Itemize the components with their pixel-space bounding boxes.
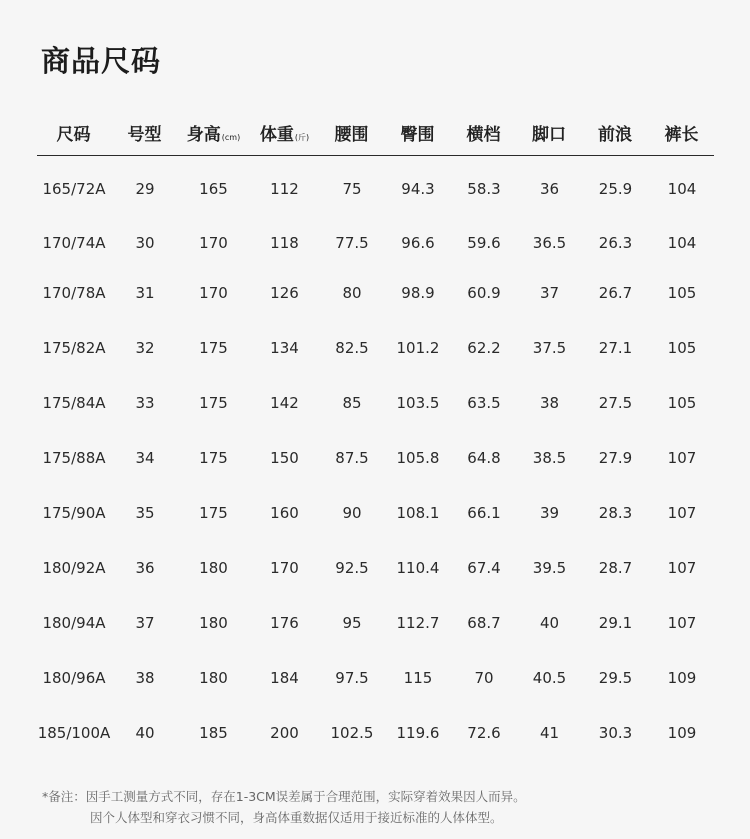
table-cell: 68.7 — [467, 613, 501, 632]
table-cell: 104 — [667, 234, 697, 252]
table-cell: 126 — [270, 283, 299, 302]
table-cell: 119.6 — [396, 723, 440, 742]
header-front-rise — [584, 120, 647, 145]
table-cell: 40.5 — [532, 668, 567, 687]
header-height — [179, 120, 248, 145]
header-label: 前浪 — [598, 125, 632, 145]
table-cell: 134 — [270, 338, 299, 357]
table-row — [37, 595, 714, 650]
header-label: 腰围 — [334, 125, 369, 145]
table-cell: 109 — [667, 723, 697, 742]
table-row — [37, 540, 714, 595]
table-cell: 67.4 — [467, 558, 501, 577]
table-cell: 107 — [667, 448, 697, 467]
table-cell: 175/82A — [42, 338, 106, 357]
table-cell: 26.7 — [598, 283, 633, 302]
header-spec — [111, 120, 179, 145]
footnote-line-1: *备注：因手工测量方式不同，存在1-3CM误差属于合理范围，实际穿着效果因人而异。 — [42, 789, 526, 804]
table-cell: 180 — [199, 558, 228, 577]
page-title: 商品尺码 — [41, 44, 162, 78]
table-cell: 105.8 — [396, 448, 440, 467]
table-cell: 176 — [270, 613, 299, 632]
table-cell: 59.6 — [467, 234, 501, 252]
header-waist — [321, 120, 383, 145]
table-cell: 108.1 — [396, 503, 440, 522]
table-cell: 180/92A — [42, 558, 106, 577]
table-row — [37, 375, 714, 430]
table-cell: 40 — [539, 613, 560, 632]
table-cell: 39 — [539, 503, 560, 522]
table-cell: 26.3 — [598, 234, 633, 252]
table-cell: 175/90A — [42, 503, 106, 522]
table-cell: 180 — [199, 613, 228, 632]
table-cell: 63.5 — [467, 393, 501, 412]
table-cell: 118 — [270, 234, 299, 252]
table-cell: 80 — [342, 283, 362, 302]
table-cell: 112.7 — [396, 613, 440, 632]
table-cell: 28.3 — [598, 503, 633, 522]
table-cell: 102.5 — [330, 723, 374, 742]
table-cell: 103.5 — [396, 393, 440, 412]
table-cell: 175/88A — [42, 448, 106, 467]
table-cell: 101.2 — [396, 338, 440, 357]
table-cell: 35 — [135, 503, 155, 522]
table-cell: 82.5 — [335, 338, 369, 357]
header-unit: (斤) — [294, 133, 310, 142]
table-cell: 30.3 — [598, 723, 633, 742]
header-label: 尺码 — [56, 125, 91, 145]
size-table — [37, 110, 714, 760]
table-cell: 92.5 — [335, 558, 369, 577]
table-cell: 112 — [270, 179, 299, 198]
table-cell: 36.5 — [532, 234, 567, 252]
header-hip — [383, 120, 453, 145]
table-row — [37, 485, 714, 540]
table-cell: 37 — [135, 613, 155, 632]
table-cell: 31 — [135, 283, 155, 302]
table-cell: 38 — [539, 393, 560, 412]
table-cell: 36 — [135, 558, 155, 577]
header-label: 横档 — [466, 125, 501, 145]
table-cell: 29.5 — [598, 668, 633, 687]
table-cell: 107 — [667, 503, 697, 522]
table-cell: 170 — [270, 558, 299, 577]
table-cell: 98.9 — [401, 283, 435, 302]
table-body — [37, 156, 714, 760]
table-header — [37, 110, 714, 156]
table-cell: 107 — [667, 613, 697, 632]
table-cell: 107 — [667, 558, 697, 577]
table-cell: 72.6 — [467, 723, 501, 742]
table-row — [37, 320, 714, 375]
table-row — [37, 430, 714, 485]
table-cell: 38.5 — [532, 448, 567, 467]
header-label: 臀围 — [400, 125, 435, 145]
header-label: 脚口 — [532, 125, 566, 145]
table-cell: 105 — [667, 338, 697, 357]
header-label: 号型 — [127, 125, 162, 145]
table-cell: 180/96A — [42, 668, 106, 687]
header-unit: (cm) — [221, 133, 241, 142]
table-cell: 58.3 — [467, 179, 501, 198]
table-cell: 29 — [135, 179, 155, 198]
table-cell: 105 — [667, 283, 697, 302]
table-cell: 150 — [270, 448, 299, 467]
table-cell: 175 — [199, 448, 228, 467]
table-cell: 66.1 — [467, 503, 501, 522]
header-leg-opening — [515, 120, 584, 145]
table-cell: 165 — [199, 179, 228, 198]
table-cell: 38 — [135, 668, 155, 687]
table-cell: 27.9 — [598, 448, 633, 467]
table-cell: 180 — [199, 668, 228, 687]
table-cell: 64.8 — [467, 448, 501, 467]
table-cell: 77.5 — [335, 234, 369, 252]
table-cell: 32 — [135, 338, 155, 357]
table-cell: 170 — [199, 234, 228, 252]
table-cell: 40 — [135, 723, 155, 742]
table-cell: 37.5 — [532, 338, 567, 357]
table-row — [37, 705, 714, 760]
header-label: 体重 — [259, 125, 294, 145]
table-cell: 185/100A — [37, 723, 111, 742]
table-cell: 39.5 — [532, 558, 567, 577]
table-cell: 175 — [199, 338, 228, 357]
table-cell: 27.1 — [598, 338, 633, 357]
table-cell: 175 — [199, 393, 228, 412]
header-weight — [248, 120, 321, 145]
header-size — [37, 120, 111, 145]
table-cell: 184 — [270, 668, 299, 687]
table-cell: 33 — [135, 393, 155, 412]
footnote — [42, 786, 526, 828]
table-cell: 104 — [667, 179, 697, 198]
table-cell: 170 — [199, 283, 228, 302]
table-cell: 175 — [199, 503, 228, 522]
table-cell: 109 — [667, 668, 697, 687]
table-cell: 165/72A — [42, 179, 106, 198]
table-cell: 37 — [539, 283, 560, 302]
table-cell: 175/84A — [42, 393, 106, 412]
table-cell: 160 — [270, 503, 299, 522]
table-cell: 70 — [474, 668, 494, 687]
header-pants-length — [647, 120, 717, 145]
table-row — [37, 221, 714, 265]
table-row — [37, 650, 714, 705]
table-cell: 95 — [342, 613, 362, 632]
table-row — [37, 156, 714, 221]
table-cell: 180/94A — [42, 613, 106, 632]
table-cell: 36 — [539, 179, 560, 198]
table-cell: 28.7 — [598, 558, 633, 577]
table-row — [37, 265, 714, 320]
table-cell: 29.1 — [598, 613, 633, 632]
table-cell: 25.9 — [598, 179, 633, 198]
table-cell: 87.5 — [335, 448, 369, 467]
table-cell: 170/78A — [42, 283, 106, 302]
table-cell: 96.6 — [401, 234, 435, 252]
table-cell: 170/74A — [42, 234, 106, 252]
table-cell: 105 — [667, 393, 697, 412]
table-cell: 90 — [342, 503, 362, 522]
table-cell: 94.3 — [401, 179, 435, 198]
table-cell: 62.2 — [467, 338, 501, 357]
table-cell: 97.5 — [335, 668, 369, 687]
footnote-line-2: 因个人体型和穿衣习惯不同，身高体重数据仅适用于接近标准的人体体型。 — [90, 810, 503, 825]
table-cell: 27.5 — [598, 393, 633, 412]
table-cell: 85 — [342, 393, 362, 412]
header-thigh — [453, 120, 515, 145]
table-cell: 142 — [270, 393, 299, 412]
header-label: 裤长 — [664, 125, 699, 145]
table-cell: 200 — [270, 723, 299, 742]
table-cell: 115 — [403, 668, 433, 687]
table-cell: 75 — [342, 179, 362, 198]
table-cell: 30 — [135, 234, 155, 252]
header-label: 身高 — [186, 125, 221, 145]
table-cell: 110.4 — [396, 558, 440, 577]
table-cell: 60.9 — [467, 283, 501, 302]
table-cell: 34 — [135, 448, 155, 467]
table-cell: 185 — [199, 723, 228, 742]
table-cell: 41 — [539, 723, 560, 742]
